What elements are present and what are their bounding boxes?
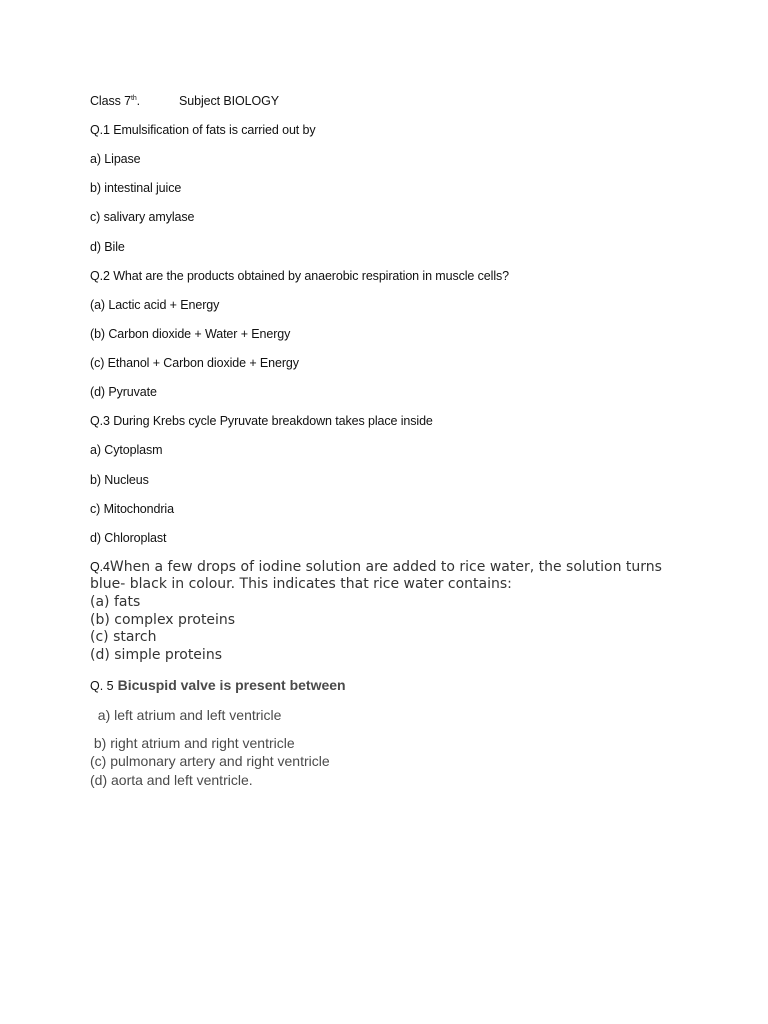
q5-question bbox=[90, 677, 346, 695]
q5-option-c: (c) pulmonary artery and right ventricle bbox=[90, 753, 330, 769]
q5-option-a: a) left atrium and left ventricle bbox=[90, 707, 282, 723]
q3-option-c: c) Mitochondria bbox=[90, 502, 174, 516]
class-suffix: . bbox=[136, 94, 140, 108]
q1-option-a: a) Lipase bbox=[90, 152, 141, 166]
q2-option-d: (d) Pyruvate bbox=[90, 385, 157, 399]
subject-heading: Subject BIOLOGY bbox=[179, 94, 279, 108]
q1-option-b: b) intestinal juice bbox=[90, 181, 182, 195]
q2-option-b: (b) Carbon dioxide + Water + Energy bbox=[90, 327, 291, 341]
q5-option-d: (d) aorta and left ventricle. bbox=[90, 772, 253, 788]
class-superscript: th bbox=[130, 95, 137, 102]
q4-option-d: (d) simple proteins bbox=[90, 647, 222, 663]
q4-option-b: (b) complex proteins bbox=[90, 612, 236, 628]
class-label: Class 7 bbox=[90, 94, 131, 108]
q3-option-d: d) Chloroplast bbox=[90, 531, 167, 545]
q5-number: Q. 5 bbox=[90, 679, 114, 693]
q1-option-c: c) salivary amylase bbox=[90, 210, 195, 224]
q4-option-a: (a) fats bbox=[90, 594, 141, 610]
q4-question-text-1: When a few drops of iodine solution are added to rice water, the solution turns bbox=[109, 559, 662, 575]
q4-option-c: (c) starch bbox=[90, 629, 157, 645]
q5-question-text: Bicuspid valve is present between bbox=[117, 677, 346, 693]
q5-option-b: b) right atrium and right ventricle bbox=[90, 735, 295, 751]
q4-number: Q.4 bbox=[90, 560, 110, 574]
q1-question: Q.1 Emulsification of fats is carried out by bbox=[90, 123, 316, 137]
q4-question-line-2: blue- black in colour. This indicates that rice water contains: bbox=[90, 576, 512, 592]
q3-option-b: b) Nucleus bbox=[90, 473, 149, 487]
q3-option-a: a) Cytoplasm bbox=[90, 443, 163, 457]
q4-question-line-1 bbox=[90, 558, 662, 577]
q1-option-d: d) Bile bbox=[90, 240, 125, 254]
q2-question: Q.2 What are the products obtained by anaerobic respiration in muscle cells? bbox=[90, 269, 510, 283]
q2-option-a: (a) Lactic acid + Energy bbox=[90, 298, 220, 312]
q3-question: Q.3 During Krebs cycle Pyruvate breakdown takes place inside bbox=[90, 414, 433, 428]
class-heading bbox=[90, 94, 140, 108]
q2-option-c: (c) Ethanol + Carbon dioxide + Energy bbox=[90, 356, 299, 370]
